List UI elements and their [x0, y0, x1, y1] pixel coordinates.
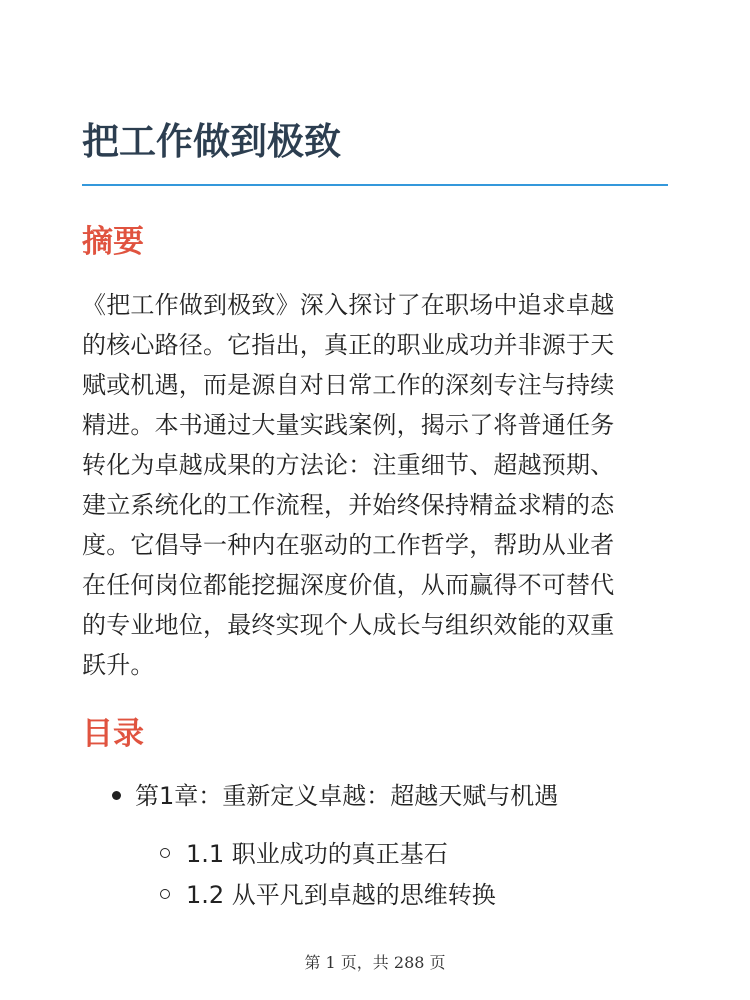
toc-section-label: 1.1 职业成功的真正基石	[186, 840, 448, 868]
summary-heading: 摘要	[82, 224, 144, 260]
toc-heading: 目录	[82, 716, 144, 752]
summary-line: 《把工作做到极致》深入探讨了在职场中追求卓越	[82, 291, 615, 319]
page-title: 把工作做到极致	[82, 120, 341, 163]
hollow-bullet-icon	[160, 889, 170, 899]
summary-line: 赋或机遇，而是源自对日常工作的深刻专注与持续	[82, 371, 615, 399]
summary-line: 的专业地位，最终实现个人成长与组织效能的双重	[82, 611, 615, 639]
bullet-icon	[112, 791, 121, 800]
toc-section-label: 1.2 从平凡到卓越的思维转换	[186, 881, 496, 909]
summary-line: 转化为卓越成果的方法论：注重细节、超越预期、	[82, 451, 615, 479]
title-divider	[82, 184, 668, 186]
summary-line: 的核心路径。它指出，真正的职业成功并非源于天	[82, 331, 615, 359]
toc-section-item[interactable]	[160, 877, 496, 913]
summary-line: 建立系统化的工作流程，并始终保持精益求精的态	[82, 491, 615, 519]
toc-section-item[interactable]	[160, 836, 448, 872]
summary-paragraph	[82, 285, 672, 685]
summary-line: 度。它倡导一种内在驱动的工作哲学，帮助从业者	[82, 531, 615, 559]
toc-chapter-item[interactable]	[112, 778, 558, 814]
toc-chapter-label: 第1章：重新定义卓越：超越天赋与机遇	[135, 782, 559, 810]
summary-line: 精进。本书通过大量实践案例，揭示了将普通任务	[82, 411, 615, 439]
hollow-bullet-icon	[160, 848, 170, 858]
summary-line: 在任何岗位都能挖掘深度价值，从而赢得不可替代	[82, 571, 615, 599]
page-footer: 第 1 页，共 288 页	[304, 953, 446, 972]
summary-line: 跃升。	[82, 651, 155, 679]
